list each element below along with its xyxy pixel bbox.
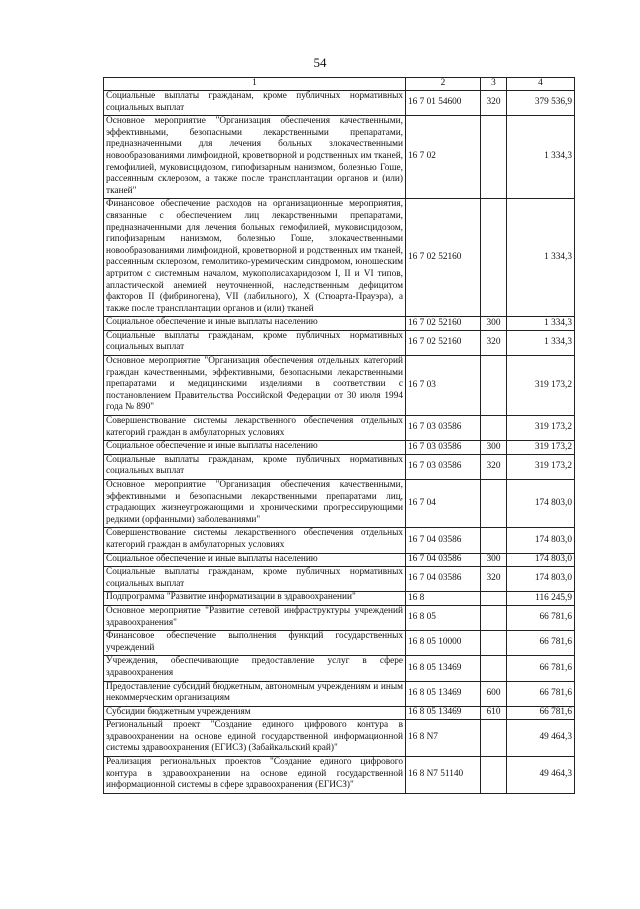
- row-vr: [481, 720, 507, 757]
- row-sum: 1 334,3: [507, 330, 575, 355]
- page-number: 54: [313, 55, 327, 70]
- table-row: [104, 480, 575, 528]
- row-name: Региональный проект "Создание единого цифрового контура в здравоохранении на основе единой государственной информационной системы здравоохранения (ЕГИСЗ) (Забайкальский край)": [104, 720, 406, 757]
- row-vr: 320: [481, 567, 507, 592]
- row-vr: [481, 199, 507, 317]
- row-vr: 320: [481, 91, 507, 116]
- table-body: [104, 91, 575, 794]
- row-code: 16 7 04 03586: [406, 553, 481, 567]
- column-header-code: 2: [406, 78, 481, 91]
- column-header-vr: 3: [481, 78, 507, 91]
- row-name: Основное мероприятие "Организация обеспечения качественными, эффективными, безопасными лекарственными препаратами, предназначенными для лечения больных злокачественными новообразованиями лимфоидной, кроветворной и родственных им тканей, гемофилией, муковисцидозом, гипофизарным нанизмом, болезнью Гоше, рассеянным склерозом, а также после трансплантации органов и (или) тканей": [104, 116, 406, 199]
- row-code: 16 7 04 03586: [406, 528, 481, 553]
- table-row: [104, 656, 575, 681]
- row-name: Субсидии бюджетным учреждениям: [104, 706, 406, 720]
- table-row: [104, 116, 575, 199]
- row-name: Социальное обеспечение и иные выплаты населению: [104, 441, 406, 455]
- row-sum: 66 781,6: [507, 656, 575, 681]
- row-code: 16 8 05 13469: [406, 656, 481, 681]
- row-code: 16 7 02 52160: [406, 317, 481, 331]
- row-code: 16 8 05: [406, 605, 481, 630]
- row-name: Социальные выплаты гражданам, кроме публичных нормативных социальных выплат: [104, 330, 406, 355]
- table-row: [104, 454, 575, 479]
- row-sum: 319 173,2: [507, 356, 575, 416]
- row-name: Основное мероприятие "Организация обеспечения качественными, эффективными и безопасными лекарственными препаратами лиц, страдающих жизнеугрожающими и хроническими прогрессирующими редкими (орфанными) заболеваниями": [104, 480, 406, 528]
- row-code: 16 7 03 03586: [406, 441, 481, 455]
- row-code: 16 8 N7 51140: [406, 757, 481, 794]
- row-vr: [481, 356, 507, 416]
- column-header-sum: 4: [507, 78, 575, 91]
- row-name: Учреждения, обеспечивающие предоставление услуг в сфере здравоохранения: [104, 656, 406, 681]
- table-row: [104, 330, 575, 355]
- row-code: 16 7 02 52160: [406, 330, 481, 355]
- row-name: Социальное обеспечение и иные выплаты населению: [104, 553, 406, 567]
- row-code: 16 8 N7: [406, 720, 481, 757]
- row-vr: 300: [481, 317, 507, 331]
- row-sum: 66 781,6: [507, 681, 575, 706]
- row-vr: 320: [481, 454, 507, 479]
- row-name: Предоставление субсидий бюджетным, автономным учреждениям и иным некоммерческим организациям: [104, 681, 406, 706]
- row-sum: 319 173,2: [507, 416, 575, 441]
- row-name: Совершенствование системы лекарственного обеспечения отдельных категорий граждан в амбулаторных условиях: [104, 528, 406, 553]
- row-name: Социальные выплаты гражданам, кроме публичных нормативных социальных выплат: [104, 91, 406, 116]
- table-row: [104, 528, 575, 553]
- row-sum: 1 334,3: [507, 199, 575, 317]
- column-header-name: 1: [104, 78, 406, 91]
- table-row: [104, 356, 575, 416]
- row-code: 16 7 02: [406, 116, 481, 199]
- row-sum: 66 781,6: [507, 706, 575, 720]
- row-name: Основное мероприятие "Развитие сетевой инфраструктуры учреждений здравоохранения": [104, 605, 406, 630]
- row-vr: 300: [481, 441, 507, 455]
- row-vr: [481, 757, 507, 794]
- table-row: [104, 553, 575, 567]
- row-code: 16 7 01 54600: [406, 91, 481, 116]
- row-vr: [481, 416, 507, 441]
- row-sum: 174 803,0: [507, 528, 575, 553]
- row-sum: 319 173,2: [507, 454, 575, 479]
- row-name: Реализация региональных проектов "Создание единого цифрового контура в здравоохранении на основе единой государственной информационной системы в сфере здравоохранения (ЕГИСЗ)": [104, 757, 406, 794]
- table-row: [104, 199, 575, 317]
- row-name: Финансовое обеспечение расходов на организационные мероприятия, связанные с обеспечением лиц лекарственными препаратами, предназначенными для лечения больных гемофилией, муковисцидозом, гипофизарным нанизмом, болезнью Гоше, злокачественными новообразованиями лимфоидной, кроветворной и родственных им тканей, рассеянным склерозом, гемолитико-уремическим синдромом, юношеским артритом с системным началом, мукополисахаридозом I, II и VI типов, апластической анемией неуточненной, наследственным дефицитом факторов II (фибриногена), VII (лабильного), X (Стюарта-Прауэра), а также после трансплантации органов и (или) тканей: [104, 199, 406, 317]
- row-code: 16 8: [406, 592, 481, 606]
- row-vr: 610: [481, 706, 507, 720]
- row-name: Подпрограмма "Развитие информатизации в здравоохранении": [104, 592, 406, 606]
- row-name: Совершенствование системы лекарственного обеспечения отдельных категорий граждан в амбулаторных условиях: [104, 416, 406, 441]
- row-vr: [481, 480, 507, 528]
- table-row: [104, 567, 575, 592]
- row-sum: 1 334,3: [507, 317, 575, 331]
- table-row: [104, 91, 575, 116]
- row-vr: [481, 592, 507, 606]
- row-name: Социальные выплаты гражданам, кроме публичных нормативных социальных выплат: [104, 454, 406, 479]
- row-vr: [481, 656, 507, 681]
- table-row: [104, 681, 575, 706]
- table-row: [104, 757, 575, 794]
- row-code: 16 7 02 52160: [406, 199, 481, 317]
- row-sum: 49 464,3: [507, 757, 575, 794]
- table-row: [104, 317, 575, 331]
- row-vr: 320: [481, 330, 507, 355]
- row-vr: [481, 116, 507, 199]
- table-row: [104, 592, 575, 606]
- row-sum: 66 781,6: [507, 605, 575, 630]
- row-sum: 379 536,9: [507, 91, 575, 116]
- row-sum: 319 173,2: [507, 441, 575, 455]
- row-code: 16 8 05 13469: [406, 706, 481, 720]
- row-code: 16 8 05 13469: [406, 681, 481, 706]
- row-code: 16 7 03 03586: [406, 454, 481, 479]
- row-name: Финансовое обеспечение выполнения функций государственных учреждений: [104, 631, 406, 656]
- budget-table: [103, 77, 575, 794]
- table-row: [104, 706, 575, 720]
- row-code: 16 7 04 03586: [406, 567, 481, 592]
- row-code: 16 7 04: [406, 480, 481, 528]
- table-header-row: [104, 78, 575, 91]
- table-row: [104, 416, 575, 441]
- row-vr: [481, 605, 507, 630]
- table-row: [104, 720, 575, 757]
- table-row: [104, 631, 575, 656]
- row-name: Основное мероприятие "Организация обеспечения отдельных категорий граждан качественными, эффективными, безопасными лекарственными препаратами и медицинскими изделиями в соответствии с постановлением Правительства Российской Федерации от 30 июля 1994 года № 890": [104, 356, 406, 416]
- table-row: [104, 605, 575, 630]
- row-code: 16 7 03 03586: [406, 416, 481, 441]
- row-sum: 174 803,0: [507, 553, 575, 567]
- row-sum: 66 781,6: [507, 631, 575, 656]
- row-sum: 49 464,3: [507, 720, 575, 757]
- row-name: Социальные выплаты гражданам, кроме публичных нормативных социальных выплат: [104, 567, 406, 592]
- row-sum: 116 245,9: [507, 592, 575, 606]
- row-vr: 300: [481, 553, 507, 567]
- row-vr: [481, 631, 507, 656]
- table-row: [104, 441, 575, 455]
- row-vr: 600: [481, 681, 507, 706]
- row-sum: 1 334,3: [507, 116, 575, 199]
- row-code: 16 7 03: [406, 356, 481, 416]
- row-code: 16 8 05 10000: [406, 631, 481, 656]
- row-vr: [481, 528, 507, 553]
- row-sum: 174 803,0: [507, 480, 575, 528]
- row-name: Социальное обеспечение и иные выплаты населению: [104, 317, 406, 331]
- row-sum: 174 803,0: [507, 567, 575, 592]
